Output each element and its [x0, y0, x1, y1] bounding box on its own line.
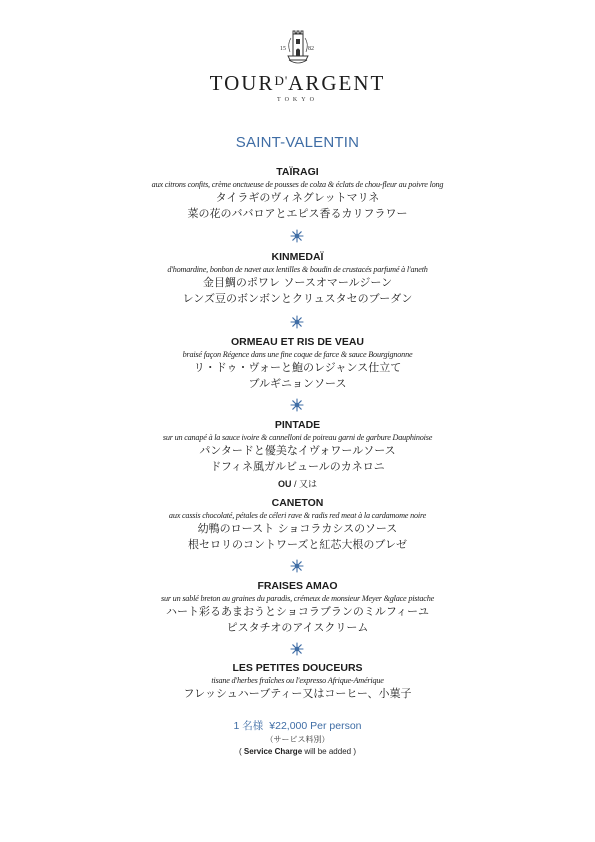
- course-japanese-line-2: 根セロリのコントワーズと紅芯大根のブレゼ: [187, 538, 407, 551]
- course-japanese-line-1: ハート彩るあまおうとショコラブランのミルフィーユ: [166, 605, 429, 618]
- service-charge-rest: will be added: [304, 747, 352, 756]
- service-charge-en: [0, 746, 595, 757]
- service-charge-jp: （サービス料別）: [265, 735, 330, 744]
- course-ormeau-ris-de-veau: [0, 336, 595, 392]
- course-name: LES PETITES DOUCEURS: [232, 662, 363, 674]
- service-charge-close: ): [353, 747, 356, 756]
- course-japanese-line-1: リ・ドゥ・ヴォーと鮑のレジャンス仕立て: [193, 361, 402, 374]
- course-kinmedai: [0, 251, 595, 307]
- brand-city: TOKYO: [277, 97, 318, 103]
- course-japanese-line-1: 幼鴨のロースト ショコラカシスのソース: [197, 522, 398, 535]
- course-japanese-line-1: フレッシュハーブティー又はコーヒー、小菓子: [183, 687, 412, 700]
- course-name: PINTADE: [274, 419, 321, 431]
- course-name: ORMEAU ET RIS DE VEAU: [230, 336, 364, 348]
- course-japanese-line-2: ドフィネ風ガルビュールのカネロニ: [210, 460, 385, 473]
- brand-name-right: ARGENT: [288, 71, 386, 95]
- service-charge-open: (: [238, 747, 242, 756]
- course-japanese-line-1: タイラギのヴィネグレットマリネ: [215, 191, 380, 204]
- course-japanese-line-1: 金目鯛のポワレ ソースオマールジーン: [202, 276, 393, 289]
- course-name: KINMEDAÏ: [271, 251, 324, 263]
- course-japanese-line-2: ピスタチオのアイスクリーム: [226, 621, 369, 634]
- brand-name: [0, 69, 595, 95]
- course-fraises-amao: [0, 580, 595, 636]
- menu-title: SAINT-VALENTIN: [235, 134, 360, 151]
- tower-crest-icon: [276, 30, 320, 68]
- brand-name-left: TOUR: [209, 71, 275, 95]
- or-japanese: 又は: [299, 479, 318, 489]
- divider-star-icon: [290, 398, 304, 412]
- course-tairagi: [0, 166, 595, 222]
- course-name: FRAISES AMAO: [257, 580, 338, 592]
- or-separator: [0, 478, 595, 490]
- divider-star-icon: [290, 559, 304, 573]
- course-japanese-line-2: ブルギニョンソース: [248, 377, 347, 390]
- service-charge-label: Service Charge: [243, 747, 303, 756]
- course-pintade: [0, 419, 595, 475]
- course-caneton: [0, 497, 595, 553]
- crest-year-left: 15: [279, 46, 286, 52]
- course-petites-douceurs: [0, 662, 595, 702]
- course-description: braisé façon Régence dans une fine coque de farce & sauce Bourgignonne: [182, 350, 413, 359]
- divider-star-icon: [290, 642, 304, 656]
- brand-name-small: D': [274, 73, 289, 88]
- course-japanese-line-2: レンズ豆のボンボンとクリュスタセのブーダン: [182, 292, 413, 305]
- divider-star-icon: [290, 315, 304, 329]
- course-description: sur un sablé breton au graines du paradis, crémeux de monsieur Meyer &glace pistache: [160, 594, 435, 603]
- divider-star-icon: [290, 229, 304, 243]
- course-description: aux cassis chocolaté, pétales de céleri rave & radis red meat à la cardamome noire: [168, 511, 427, 520]
- course-name: TAÏRAGI: [276, 166, 319, 178]
- course-description: tisane d'herbes fraîches ou l'expresso Afrique-Amérique: [211, 676, 384, 685]
- course-japanese-line-2: 菜の花のババロアとエピス香るカリフラワー: [187, 207, 408, 220]
- price-per-person-jp: 1 名様: [233, 720, 264, 732]
- course-name: CANETON: [271, 497, 324, 509]
- price-amount: ¥22,000 Per person: [269, 720, 362, 732]
- or-french: OU: [277, 479, 292, 489]
- course-description: sur un canapé à la sauce ivoire & cannelloni de poireau garni de garbure Dauphinoise: [162, 433, 433, 442]
- price-line: [0, 719, 595, 733]
- course-japanese-line-1: パンタードと優美なイヴォワールソース: [199, 444, 396, 457]
- course-description: aux citrons confits, crème onctueuse de pousses de colza & éclats de chou-fleur au poivre long: [151, 180, 444, 189]
- crest-year-right: 82: [307, 46, 314, 52]
- course-description: d'homardine, bonbon de navet aux lentilles & boudin de crustacés parfumé à l'aneth: [167, 265, 428, 274]
- restaurant-logo: [0, 30, 595, 104]
- or-slash: /: [293, 479, 297, 489]
